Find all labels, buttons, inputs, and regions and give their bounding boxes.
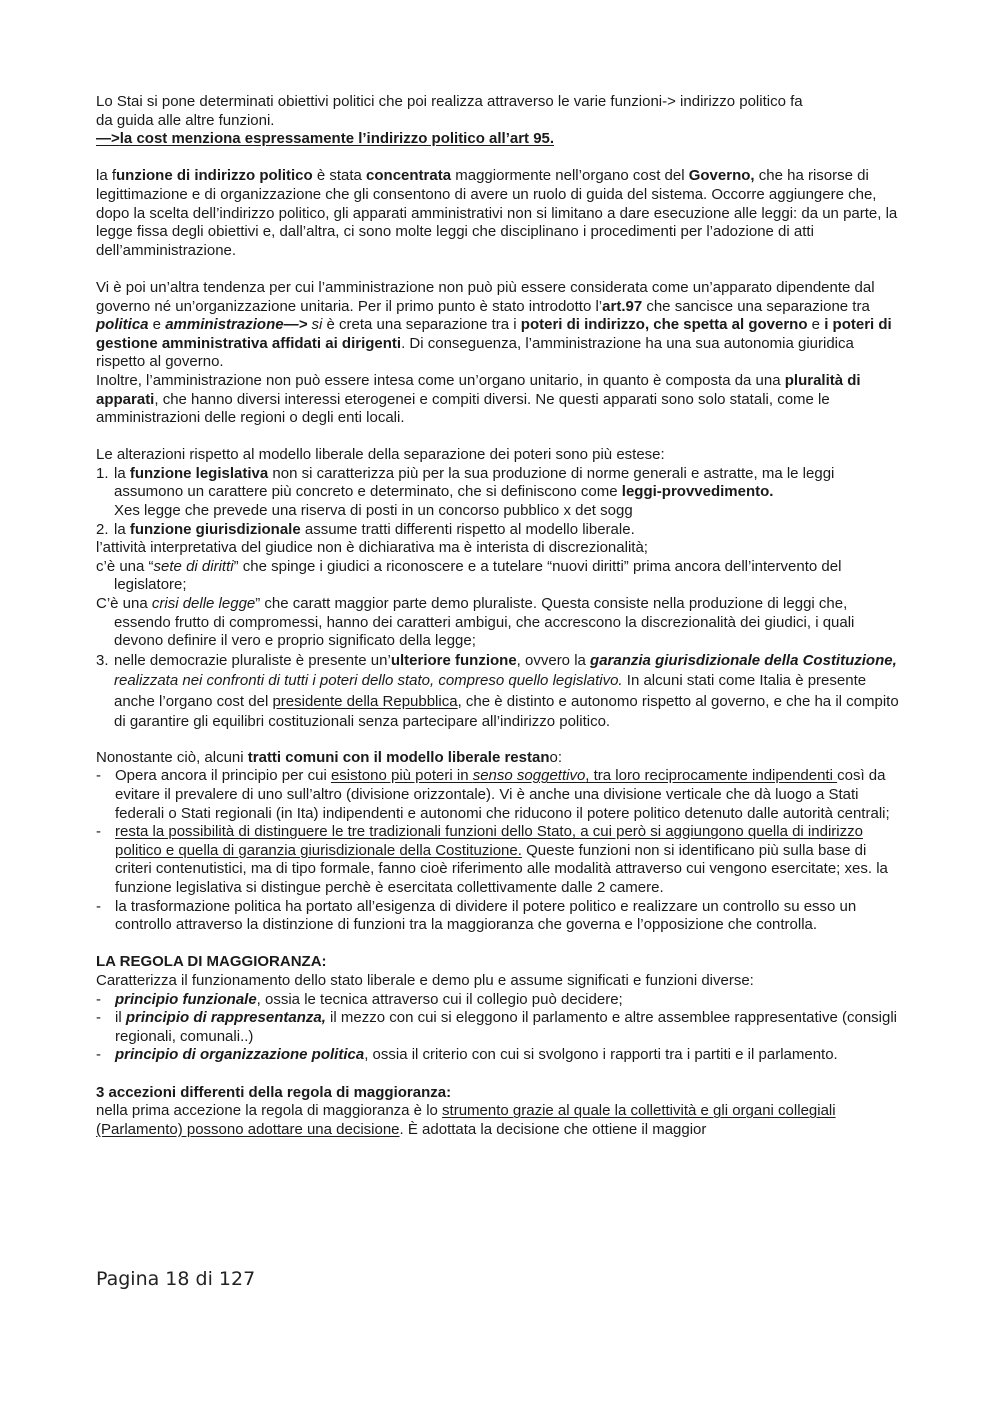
dash-item-poteri: - Opera ancora il principio per cui esistono più poteri in senso soggettivo, tra loro reciprocamente indipendenti così da evitare il prevalere di uno sull’altro (divisione orizzontale). Vi è anche una divisione verticale che dà luogo a Stati federali o Stati regionali (in Ita) indipendenti e autonomi che riducono il potere politico detenuto dalle autorità centrali; <box>96 767 890 822</box>
dash-item-funzioni: - resta la possibilità di distinguere le tre tradizionali funzioni dello Stato, a cui però si aggiungono quella di indirizzo politico e quella di garanzia giurisdizionale della Costituzione. Queste funzioni non si identificano più sulla base di criteri contenutistici, ma di tipo formale, fanno cioè riferimento alle modalità attraverso cui vengono esercitate; xes. la funzione legislativa si distingue perchè è esercitata collettivamente dalle 2 camere. <box>96 823 888 896</box>
paragraph-indirizzo-politico: la funzione di indirizzo politico è stata concentrata maggiormente nell’organo cost del Governo, che ha risorse di legittimazione e di organizzazione che gli consentono di avere un ruolo di guida del sistema. Occorre aggiungere che, dopo la scelta dell’indirizzo politico, gli apparati amministrativi non si limitano a dare esecuzione alle leggi: da un parte, la legge fissa degli obiettivi e, dall’altra, ci sono molte leggi che disciplinano i procedimenti per l’adozione di atti dell’amministrazione. <box>96 167 898 259</box>
text: Lo Stai si pone determinati obiettivi politici che poi realizza attraverso le varie funzioni-> indirizzo politico fa <box>96 93 803 110</box>
art95-reference: —>la cost menziona espressamente l’indirizzo politico all’art 95. <box>96 130 555 148</box>
sub-item-interpretativa: l’attività interpretativa del giudice non è dichiarativa ma è interista di discrezionalità; <box>96 539 648 557</box>
list-item-3: 3. nelle democrazie pluraliste è presente un’ulteriore funzione, ovvero la garanzia giurisdizionale della Costituzione, realizzata nei confronti di tutti i poteri dello stato, compreso quello legislativo. In alcuni stati come Italia è presente anche l’organo cost del presidente della Repubblica, che è distinto e autonomo rispetto al governo, e che ha il compito di garantire gli equilibri costituzionali senza partecipare all’indirizzo politico. <box>96 651 899 731</box>
heading-regola-maggioranza: LA REGOLA DI MAGGIORANZA: <box>96 953 327 971</box>
text: da guida alle altre funzioni. <box>96 111 275 129</box>
dash-item-trasformazione: - la trasformazione politica ha portato all’esigenza di dividere il potere politico e realizzare un controllo su esso un controllo attraverso la distinzione di funzioni tra la maggioranza che governa e l’opposizione che controlla. <box>96 897 857 934</box>
paragraph-pluralita: Inoltre, l’amministrazione non può essere intesa come un’organo unitario, in quanto è composta da una pluralità di apparati, che hanno diversi interessi eterogenei e compiti diversi. Ne questi apparati sono solo statali, come le amministrazioni delle regioni o degli enti locali. <box>96 371 861 427</box>
list-item-2: 2. la funzione giurisdizionale assume tratti differenti rispetto al modello liberale. <box>96 520 635 538</box>
document-body <box>96 93 906 1139</box>
heading-accezioni: 3 accezioni differenti della regola di maggioranza: <box>96 1083 452 1101</box>
paragraph-regola-intro: Caratterizza il funzionamento dello stato liberale e demo plu e assume significati e funzioni diverse: <box>96 971 754 989</box>
dash-item-rappresentanza: - il principio di rappresentanza, il mezzo con cui si eleggono il parlamento e altre assemblee rappresentative (consigli regionali, comunali..) <box>96 1009 898 1045</box>
dash-item-funzionale: - principio funzionale, ossia le tecnica attraverso cui il collegio può decidere; <box>96 990 623 1008</box>
paragraph-amministrazione: Vi è poi un’altra tendenza per cui l’amministrazione non può più essere considerata come un’apparato dipendente dal governo né un’organizzazione unitaria. Per il primo punto è stato introdotto l’art.97 che sancisce una separazione tra politica e amministrazione—> si è creta una separazione tra i poteri di indirizzo, che spetta al governo e i poteri di gestione amministrativa affidati ai dirigenti. Di conseguenza, l’amministrazione ha una sua autonomia giuridica rispetto al governo. <box>96 278 892 371</box>
page-number: Pagina 18 di 127 <box>96 1268 256 1290</box>
sub-item-crisi-legge: C’è una crisi delle legge” che caratt maggior parte demo pluraliste. Questa consiste nella produzione di leggi che, essendo frutto di compromessi, hanno dei caratteri ambigui, che accrescono la discrezionalità dei giudici, i quali devono definire il vero e proprio significato della legge; <box>96 595 855 650</box>
paragraph-prima-accezione: nella prima accezione la regola di maggioranza è lo strumento grazie al quale la collettività e gli organi collegiali (Parlamento) possono adottare una decisione. È adottata la decisione che ottiene il maggior <box>96 1102 836 1138</box>
paragraph-tratti-comuni: Nonostante ciò, alcuni tratti comuni con il modello liberale restano: <box>96 748 563 766</box>
paragraph-alterazioni-intro: Le alterazioni rispetto al modello liberale della separazione dei poteri sono più estese: <box>96 446 665 464</box>
list-item-1: 1. la funzione legislativa non si caratterizza più per la sua produzione di norme generali e astratte, ma le leggi assumono un carattere più concreto e determinato, che si definiscono come leggi-provvedimento. Xes legge che prevede una riserva di posti in un concorso pubblico x det sogg <box>96 464 835 520</box>
sub-item-sete-diritti: c’è una “sete di diritti” che spinge i giudici a riconoscere e a tutelare “nuovi diritti” prima ancora dell’intervento del legislatore; <box>96 557 842 594</box>
dash-item-organizzazione: - principio di organizzazione politica, ossia il criterio con cui si svolgono i rapporti tra i partiti e il parlamento. <box>96 1046 838 1064</box>
paragraph-intro <box>96 93 906 149</box>
